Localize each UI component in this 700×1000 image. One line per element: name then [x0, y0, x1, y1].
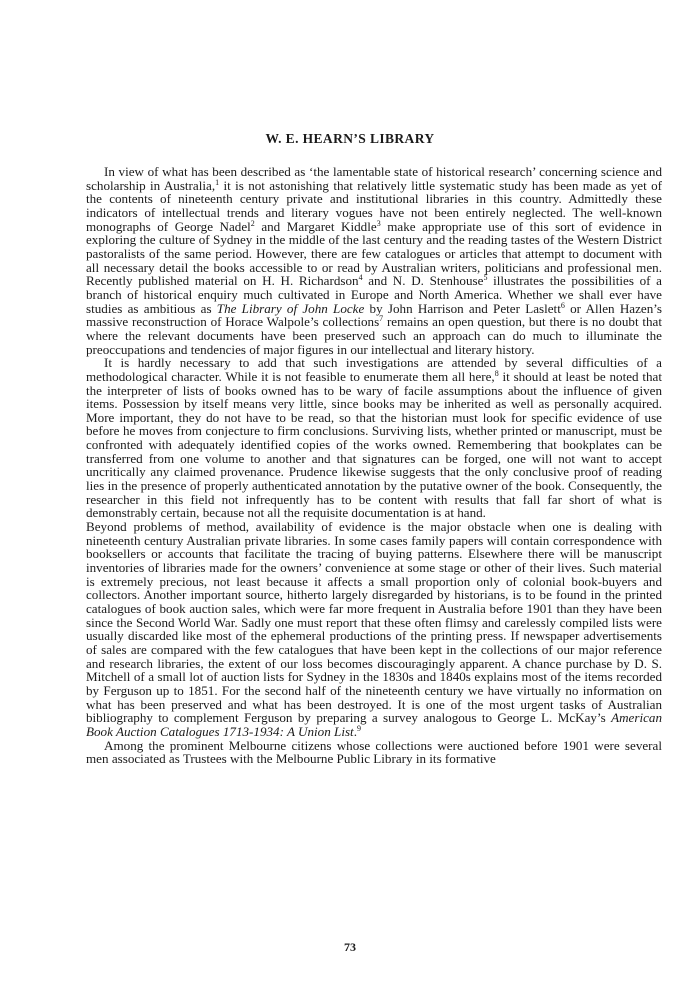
paragraph-text: or Allen Hazen’s massive reconstruction of Horace Walpole’s collections: [86, 300, 663, 330]
paragraph-text: and N. D. Stenhouse: [362, 273, 484, 289]
footnote-marker: 9: [356, 723, 361, 733]
italic-title: The Library of John Locke: [216, 300, 365, 316]
footnote-marker: 3: [376, 218, 381, 228]
paragraph-text: Beyond problems of method, availability of evidence is the major obstacle when one is dealing with nineteenth century Australian private libraries. In some cases family papers will contain correspondence with booksellers or accounts that facilitate the tracing of buying patterns. Elsewhere there will be manuscript inventories of libraries made for the owners’ convenience at some stage or other of their lives. Such material is extremely precious, not least because it affects a small proportion only of colonial book-buyers and collectors. Another important source, hitherto largely disregarded by historians, is to be found in the printed catalogues of book auction sales, which were far more frequent in Australia before 1901 than they have been since the Second World War. Sadly one must report that these often flimsy and carelessly compiled lists were usually discarded like most of the ephemeral productions of the printing press. If newspaper advertisements of sales are compared with the few catalogues that have been kept in the collections of our major reference and research libraries, the extent of our loss becomes discouragingly apparent. A chance purchase by D. S. Mitchell of a small lot of auction lists for Sydney in the 1830s and 1840s explains most of the items recorded by Ferguson up to 1851. For the second half of the nineteenth century we have virtually no information on what has been preserved and what has been destroyed. It is one of the most urgent tasks of Australian bibliography to complement Ferguson by preparing a survey analogous to George L. McKay’s: [86, 519, 662, 726]
article-title: W. E. HEARN’S LIBRARY: [265, 131, 435, 146]
body-paragraph: [86, 739, 662, 766]
paragraph-text: make appropriate use of this sort of evidence in exploring the culture of Sydney in the middle of the last century and the reading tastes of the Western District pastoralists of the same period. However, there are few catalogues or articles that attempt to document with all necessary detail the books accessible to or read by Australian writers, politicians and professional men. Recently published material on H. H. Richardson: [86, 218, 662, 289]
footnote-marker: 5: [483, 273, 488, 283]
italic-title: American Book Auction Catalogues 1713-1934: A Union List: [86, 710, 662, 739]
paragraph-text: Among the prominent Melbourne citizens whose collections were auctioned before 1901 were several men associated as Trustees with the Melbourne Public Library in its formative: [86, 737, 662, 767]
paragraph-text: It is hardly necessary to add that such investigations are attended by several difficulties of a methodological character. While it is not feasible to enumerate them all here,: [86, 355, 662, 384]
footnote-marker: 4: [358, 273, 363, 283]
body-paragraph: [86, 356, 662, 520]
paragraph-text: it is not astonishing that relatively little systematic study has been made as yet of the contents of nineteenth century private and institutional libraries in this country. Admittedly these indicators of intellectual trends and literary vogues have not been entirely neglected. The well-known monographs of George Nadel: [86, 177, 662, 234]
article-body: [86, 165, 662, 766]
paragraph-text: .: [353, 723, 357, 739]
paragraph-text: In view of what has been described as ‘the lamentable state of historical research’ concerning science and scholarship in Australia,: [86, 164, 662, 193]
paragraph-text: and Margaret Kiddle: [254, 218, 377, 234]
footnote-marker: 7: [379, 314, 384, 324]
paragraph-text: by John Harrison and Peter Laslett: [364, 300, 561, 316]
paragraph-text: remains an open question, but there is no doubt that where the relevant documents have been preserved such an approach can do much to illuminate the preoccupations and tendencies of major figures in our intellectual and literary history.: [86, 314, 662, 357]
body-paragraph: [86, 520, 662, 739]
footnote-marker: 1: [215, 177, 220, 187]
footnote-marker: 8: [494, 368, 499, 378]
paragraph-text: illustrates the possibilities of a branch of historical enquiry much cultivated in Europe and North America. Whether we shall ever have studies as ambitious as: [86, 273, 662, 316]
footnote-marker: 6: [560, 300, 565, 310]
page-number: 73: [344, 940, 356, 954]
footnote-marker: 2: [250, 218, 255, 228]
paragraph-text: it should at least be noted that the interpreter of lists of books owned has to be wary of facile assumptions about the influence of given items. Possession by itself means very little, since books may be inherited as well as personally acquired. More important, they do not have to be read, so that the historian must look for specific evidence of use before he moves from conjecture to firm conclusions. Surviving lists, whether printed or manuscript, must be confronted with adequately identified copies of the works owned. Remembering that bookplates can be transferred from one volume to another and that signatures can be forged, one will not want to accept uncritically any claimed provenance. Prudence likewise suggests that the only conclusive proof of reading lies in the presence of properly authenticated annotation by the putative owner of the book. Consequently, the researcher in this field not infrequently has to be content with results that fall far short of what is demonstrably certain, because not all the requisite documentation is at hand.: [86, 368, 663, 521]
body-paragraph: [86, 165, 662, 356]
